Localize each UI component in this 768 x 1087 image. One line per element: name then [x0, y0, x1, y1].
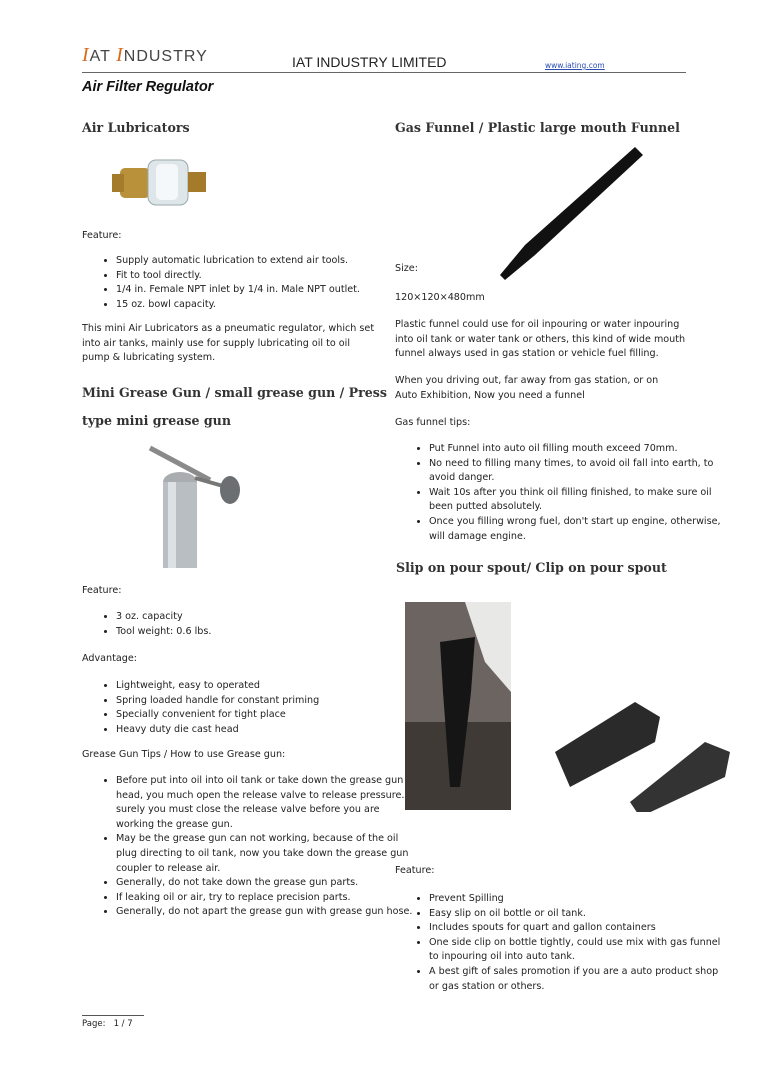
- spout-feature-label: Feature:: [395, 865, 435, 876]
- page-value: 1 / 7: [113, 1019, 133, 1029]
- list-item: • No need to filling many times, to avoid oil fall into earth, to avoid danger.: [429, 457, 725, 486]
- grease-feature-list: [82, 610, 406, 639]
- funnel-size: 120×120×480mm: [395, 292, 485, 303]
- doc-title: Air Filter Regulator: [82, 79, 214, 95]
- grease-heading-1: Mini Grease Gun / small grease gun / Press: [82, 385, 387, 400]
- company-logo: IAT INDUSTRY: [82, 44, 208, 66]
- lubricators-feature-list: [82, 254, 406, 312]
- page-number: [82, 1019, 133, 1029]
- grease-heading-2: type mini grease gun: [82, 413, 231, 428]
- funnel-description: Plastic funnel could use for oil inpouring or water inpouring into oil tank or water tank or others, this kind of wide mouth funnel always used in gas station or vehicle fuel filling.: [395, 319, 686, 360]
- page-label: Page:: [82, 1019, 106, 1029]
- list-item: • Fit to tool directly.: [116, 269, 406, 284]
- list-item: • A best gift of sales promotion if you are a auto product shop or gas station or others.: [429, 965, 725, 994]
- lubricators-feature-label: Feature:: [82, 230, 122, 241]
- list-item: • One side clip on bottle tightly, could use mix with gas funnel to inpouring oil into auto tank.: [429, 936, 725, 965]
- list-item: • Prevent Spilling: [429, 892, 725, 907]
- list-item: • Put Funnel into auto oil filling mouth exceed 70mm.: [429, 442, 725, 457]
- grease-advantage-list: [82, 679, 406, 737]
- funnel-size-label: Size:: [395, 263, 418, 274]
- air-lubricator-image: [112, 150, 212, 215]
- funnel-tips-label: Gas funnel tips:: [395, 417, 471, 428]
- lubricators-heading: Air Lubricators: [82, 120, 190, 135]
- list-item: • May be the grease gun can not working, because of the oil plug directing to oil tank, now you take down the grease gun coupler to release air.: [116, 832, 414, 876]
- spout-heading: Slip on pour spout/ Clip on pour spout: [396, 560, 667, 575]
- list-item: • If leaking oil or air, try to replace precision parts.: [116, 891, 414, 906]
- list-item: • 1/4 in. Female NPT inlet by 1/4 in. Male NPT outlet.: [116, 283, 406, 298]
- list-item: • Lightweight, easy to operated: [116, 679, 406, 694]
- list-item: • Once you filling wrong fuel, don't start up engine, otherwise, will damage engine.: [429, 515, 725, 544]
- list-item: • Spring loaded handle for constant priming: [116, 694, 406, 709]
- funnel-tips-list: [395, 442, 725, 544]
- list-item: • Before put into oil into oil tank or take down the grease gun head, you much open the release valve to release pressure. surely you must close the release valve before you are working the grease gun.: [116, 774, 414, 832]
- list-item: • Wait 10s after you think oil filling finished, to make sure oil been putted absolutely.: [429, 486, 725, 515]
- list-item: • Heavy duty die cast head: [116, 723, 406, 738]
- lubricators-description: This mini Air Lubricators as a pneumatic regulator, which set into air tanks, mainly use for supply lubricating oil to oil pump & lubricating system.: [82, 323, 375, 364]
- company-name: IAT INDUSTRY LIMITED: [292, 54, 447, 70]
- grease-gun-image: [140, 440, 245, 570]
- list-item: • Includes spouts for quart and gallon containers: [429, 921, 725, 936]
- list-item: • Generally, do not apart the grease gun with grease gun hose.: [116, 905, 414, 920]
- grease-tips-list: [82, 774, 414, 920]
- website-link[interactable]: www.iating.com: [545, 61, 605, 70]
- list-item: • Specially convenient for tight place: [116, 708, 406, 723]
- grease-feature-label: Feature:: [82, 585, 122, 596]
- pour-spout-image: [405, 602, 768, 812]
- funnel-usage: When you driving out, far away from gas station, or on Auto Exhibition, Now you need a funnel: [395, 375, 659, 401]
- list-item: • 3 oz. capacity: [116, 610, 406, 625]
- grease-tips-label: Grease Gun Tips / How to use Grease gun:: [82, 749, 286, 760]
- list-item: • Supply automatic lubrication to extend air tools.: [116, 254, 406, 269]
- spout-feature-list: [395, 892, 725, 994]
- funnel-image: [495, 145, 645, 285]
- list-item: • Generally, do not take down the grease gun parts.: [116, 876, 414, 891]
- header-divider: [82, 72, 686, 73]
- grease-advantage-label: Advantage:: [82, 653, 137, 664]
- funnel-heading: Gas Funnel / Plastic large mouth Funnel: [395, 120, 680, 135]
- footer-divider: [82, 1015, 144, 1016]
- list-item: • Tool weight: 0.6 lbs.: [116, 625, 406, 640]
- list-item: • Easy slip on oil bottle or oil tank.: [429, 907, 725, 922]
- list-item: • 15 oz. bowl capacity.: [116, 298, 406, 313]
